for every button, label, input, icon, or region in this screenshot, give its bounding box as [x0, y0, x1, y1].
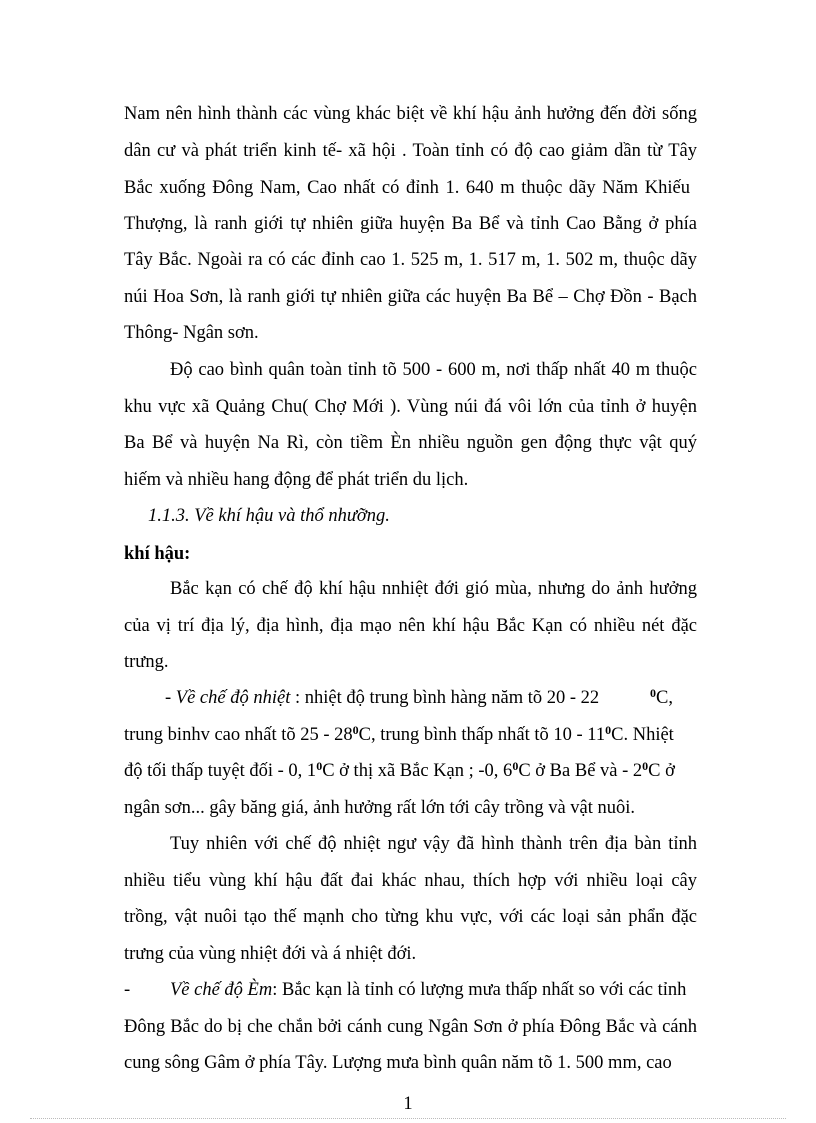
bullet-dash: -	[165, 688, 172, 708]
body-line: Bắc xuống Đông Nam, Cao nhất có đỉnh 1. 640 m thuộc dãy Năm Khiếu	[124, 178, 690, 198]
body-line: Đông Bắc do bị che chắn bởi cánh cung Ngân Sơn ở phía Đông Bắc và cánh	[124, 1017, 697, 1037]
body-line: Tuy nhiên với chế độ nhiệt ngư vậy đã hình thành trên địa bàn tỉnh	[170, 834, 697, 854]
body-line: trưng.	[124, 652, 169, 672]
rain-line-1: Về chế độ Èm: Bắc kạn là tỉnh có lượng mưa thấp nhất so với các tỉnh	[170, 980, 687, 1000]
body-line: trồng, vật nuôi tạo thế mạnh cho từng khu vực, với các loại sản phẩn đặc	[124, 907, 697, 927]
temperature-line-2: trung binhv cao nhất tõ $25 - 28^0C$, trung bình thấp nhất tõ $10 - 11^0C$. Nhiệt	[124, 723, 674, 745]
body-line: Độ cao bình quân toàn tỉnh tõ 500 - 600 m, nơi thấp nhất 40 m thuộc	[170, 360, 697, 380]
body-line: khu vực xã Quảng Chu( Chợ Mới ). Vùng núi đá vôi lớn của tỉnh ở huyện	[124, 397, 697, 417]
body-line: Thượng, là ranh giới tự nhiên giữa huyện Ba Bể và tỉnh Cao Bằng ở phía	[124, 214, 697, 234]
body-line: trưng của vùng nhiệt đới và á nhiệt đới.	[124, 944, 417, 964]
body-line: Nam nên hình thành các vùng khác biệt về khí hậu ảnh hưởng đến đời sống	[124, 104, 697, 124]
degree-mark: 0	[316, 759, 323, 773]
body-line: dân cư và phát triển kinh tế- xã hội . Toàn tỉnh có độ cao giảm dần từ Tây	[124, 141, 697, 161]
section-heading: 1.1.3. Về khí hậu và thổ nhưỡng.	[148, 506, 390, 526]
body-line: Tây Bắc. Ngoài ra có các đỉnh cao 1. 525 m, 1. 517 m, 1. 502 m, thuộc dãy	[124, 250, 697, 270]
page-bottom-rule	[30, 1118, 786, 1119]
degree-mark: 0	[352, 723, 359, 737]
body-line: Thông- Ngân sơn.	[124, 323, 259, 343]
body-line: núi Hoa Sơn, là ranh giới tự nhiên giữa các huyện Ba Bể – Chợ Đồn - Bạch	[124, 287, 697, 307]
temperature-label: Về chế độ nhiệt	[175, 688, 291, 708]
degree-mark: 0	[605, 723, 612, 737]
body-line: nhiều tiểu vùng khí hậu đất đai khác nhau, thích hợp với nhiều loại cây	[124, 871, 697, 891]
degree-mark: 0	[512, 759, 519, 773]
temperature-unit: $^0$C,	[650, 686, 673, 708]
bold-label: khí hậu:	[124, 544, 191, 564]
body-line: hiếm và nhiều hang động để phát triển du lịch.	[124, 470, 469, 490]
body-line: Bắc kạn có chế độ khí hậu nnhiệt đới gió mùa, nhưng do ảnh hưởng	[170, 579, 697, 599]
rain-bullet: -	[124, 980, 131, 1000]
degree-mark: 0	[642, 759, 649, 773]
body-line: của vị trí địa lý, địa hình, địa mạo nên khí hậu Bắc Kạn có nhiều nét đặc	[124, 616, 697, 636]
body-line: ngân sơn... gây băng giá, ảnh hưởng rất lớn tới cây trồng và vật nuôi.	[124, 798, 636, 818]
body-line: Ba Bể và huyện Na Rì, còn tiềm Èn nhiều nguồn gen động thực vật quý	[124, 433, 697, 453]
rain-label: Về chế độ Èm	[170, 980, 273, 1000]
temperature-line-3: độ tối thấp tuyệt đối - 0, $1^0C$ ở thị xã Bắc Kạn ; -0, $6^0C$ ở Ba Bể và - $2^0C$ ở	[124, 759, 675, 781]
degree-mark: 0	[650, 686, 656, 700]
page-number: 1	[403, 1094, 413, 1114]
body-line: cung sông Gâm ở phía Tây. Lượng mưa bình quân năm tõ 1. 500 mm, cao	[124, 1053, 672, 1073]
temperature-line-1: - Về chế độ nhiệt : nhiệt độ trung bình hàng năm tõ 20 - 22	[165, 688, 600, 708]
